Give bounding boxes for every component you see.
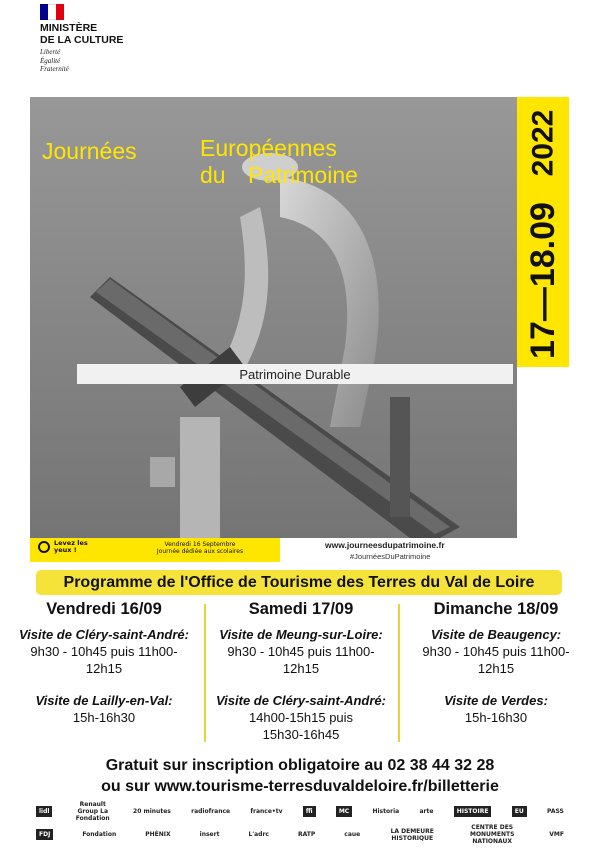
visit-name: Visite de Beaugency: <box>430 627 562 642</box>
sponsor-logo: Renault Group La Fondation <box>75 801 110 822</box>
day-column-saturday <box>203 600 399 751</box>
registration-phone: Gratuit sur inscription obligatoire au 02 38 44 32 28 <box>105 757 495 774</box>
sponsor-logo: lidl <box>36 806 52 817</box>
lever-label: Levez les yeux ! <box>54 539 88 554</box>
visit-name: Visite de Cléry-saint-André: <box>18 627 189 642</box>
poster-title-journees: Journées <box>42 138 137 164</box>
sponsor-logo: 20 minutes <box>133 808 171 815</box>
flag-white-stripe <box>48 4 56 20</box>
sponsor-logo: CENTRE DES MONUMENTS NATIONAUX <box>469 824 515 845</box>
ministry-name <box>40 22 190 46</box>
day-title: Dimanche 18/09 <box>433 600 559 618</box>
visit-time: 9h30 - 10h45 puis 11h00-12h15 <box>30 644 178 676</box>
poster-title-europeennes: Européennes <box>200 135 337 161</box>
day-column-sunday <box>398 600 594 734</box>
sponsor-row-1 <box>36 801 564 822</box>
school-day <box>130 541 270 555</box>
visit-time: 15h-16h30 <box>72 710 136 725</box>
visit-name: Visite de Verdes: <box>444 693 548 708</box>
flag-logo <box>40 4 64 20</box>
poster-year <box>518 104 568 182</box>
poster-title-du: du <box>200 162 226 188</box>
ministry-line-2: DE LA CULTURE <box>40 34 124 46</box>
poster-dates <box>518 200 568 360</box>
visit-name: Visite de Cléry-saint-André: <box>215 693 386 708</box>
visit-name: Visite de Lailly-en-Val: <box>35 693 173 708</box>
registration-website[interactable]: ou sur www.tourisme-terresduvaldeloire.fr/billetterie <box>101 778 499 795</box>
sponsor-logo: L'adrc <box>248 831 269 838</box>
sponsor-logo: VMF <box>549 831 564 838</box>
sponsor-logo: radiofrance <box>191 808 231 815</box>
sponsor-logo: insert <box>199 831 220 838</box>
programme-banner: Programme de l'Office de Tourisme des Terres du Val de Loire <box>36 570 562 595</box>
sponsor-logo: EU <box>512 806 527 817</box>
ministry-line-1: MINISTÈRE <box>40 22 98 34</box>
poster-title-rest <box>200 135 358 189</box>
motto-egalite: Égalité <box>40 56 61 65</box>
poster-hashtag: #JournéesDuPatrimoine <box>350 552 431 561</box>
sponsor-logo: arte <box>419 808 434 815</box>
flag-red-stripe <box>56 4 64 20</box>
sponsor-logo: RATP <box>297 831 316 838</box>
poster-website[interactable]: www.journeesdupatrimoine.fr <box>325 540 445 550</box>
motto-fraternite: Fraternité <box>40 65 69 73</box>
sponsor-logo: Fondation <box>82 831 117 838</box>
visit-time: 9h30 - 10h45 puis 11h00-12h15 <box>227 644 375 676</box>
visit-time: 9h30 - 10h45 puis 11h00-12h15 <box>422 644 570 676</box>
school-day-line-2: Journée dédiée aux scolaires <box>156 548 244 555</box>
sponsor-logo: HISTOIRE <box>454 806 492 817</box>
sponsor-logo: ffi <box>303 806 316 817</box>
visit-name: Visite de Meung-sur-Loire: <box>219 627 383 642</box>
eye-icon <box>38 541 50 553</box>
school-day-line-1: Vendredi 16 Septembre <box>164 541 236 548</box>
day-column-friday <box>6 600 202 734</box>
poster-dates-text: 17—18.09 <box>523 201 562 359</box>
poster-theme: Patrimoine Durable <box>77 364 513 384</box>
sponsor-logo: Historia <box>372 808 400 815</box>
poster-title-patrimoine: Patrimoine <box>247 162 358 188</box>
poster-year-text: 2022 <box>526 109 559 177</box>
day-title: Samedi 17/09 <box>248 600 354 618</box>
day-title: Vendredi 16/09 <box>46 600 162 618</box>
visit-time: 14h00-15h15 puis 15h30-16h45 <box>248 710 354 742</box>
visit-time: 15h-16h30 <box>464 710 528 725</box>
sponsor-logo: FDJ <box>36 829 53 840</box>
republic-motto <box>40 48 69 74</box>
sponsor-logo: MC <box>336 806 352 817</box>
sponsor-logo: france•tv <box>250 808 283 815</box>
lever-les-yeux <box>38 540 94 554</box>
sponsor-logo: LA DEMEURE HISTORIQUE <box>390 827 434 842</box>
sponsor-logo: PHÉNIX <box>145 831 171 838</box>
motto-liberte: Liberté <box>40 48 61 56</box>
sponsor-logo: caue <box>344 831 361 838</box>
sponsor-row-2 <box>36 824 564 845</box>
sponsor-logo: PASS <box>546 808 564 815</box>
flag-blue-stripe <box>40 4 48 20</box>
